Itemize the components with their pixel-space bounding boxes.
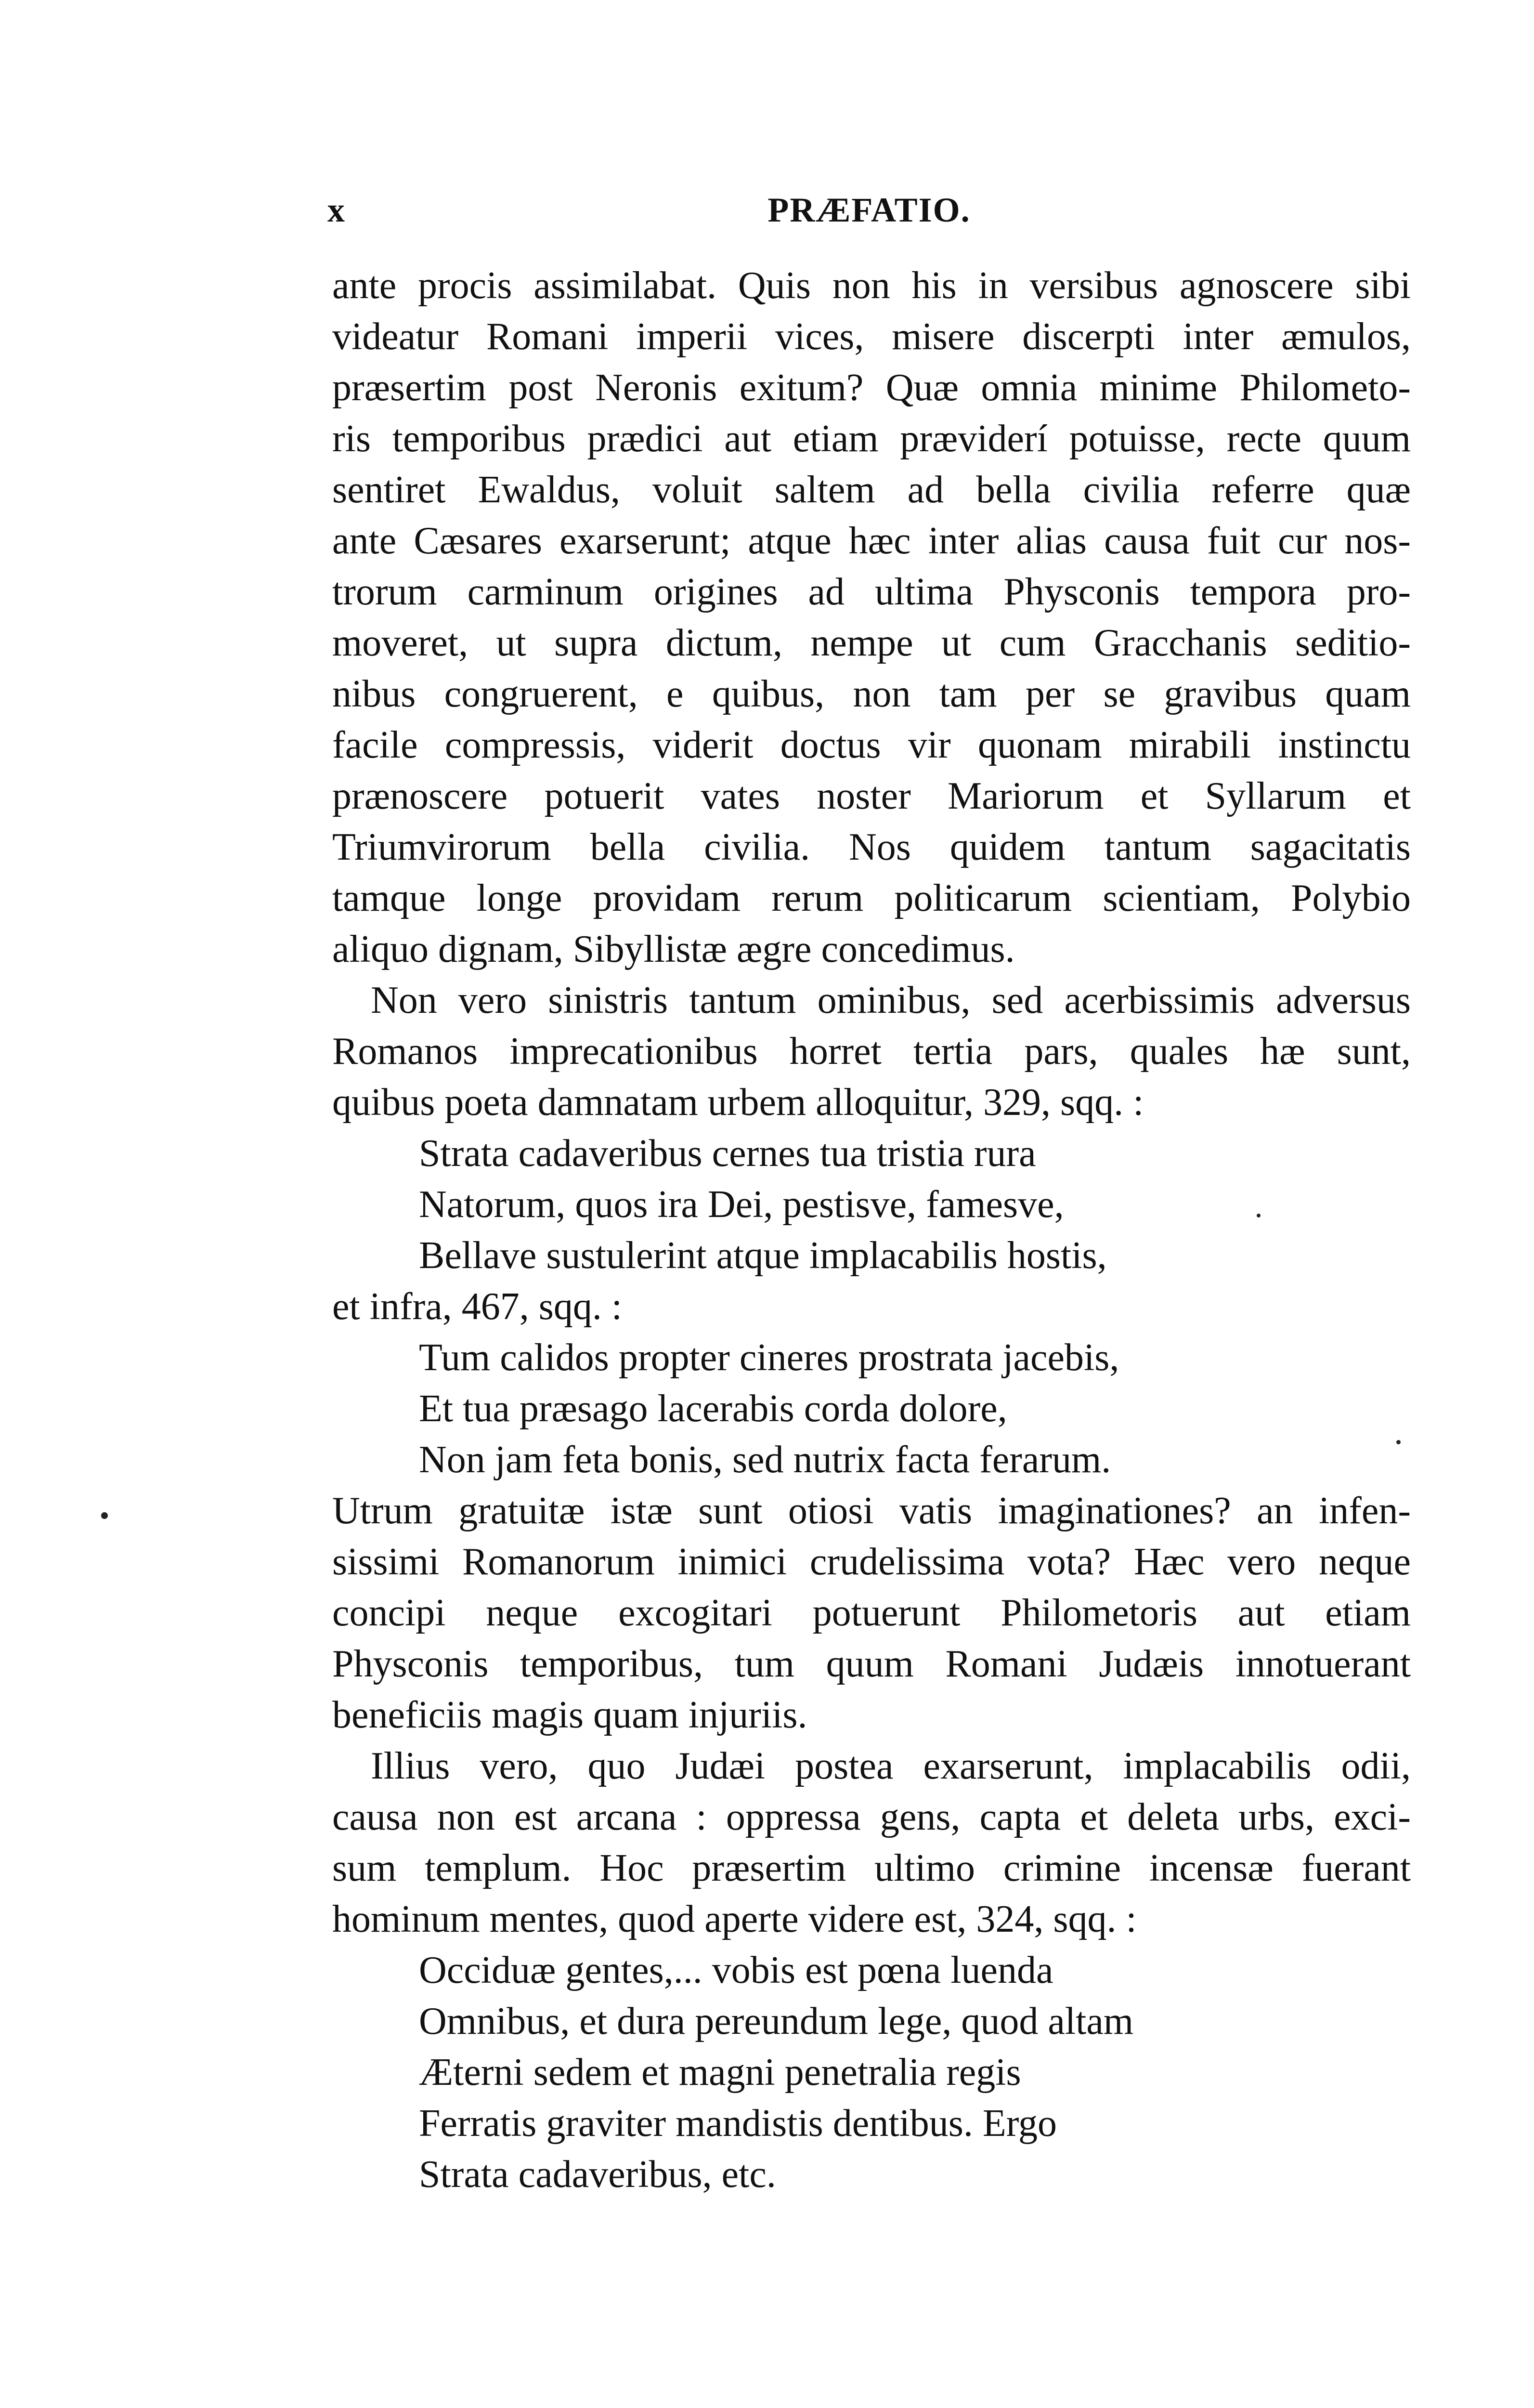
text-line: et infra, 467, sqq. :	[332, 1285, 623, 1328]
verse-line: Et tua præsago lacerabis corda dolore,	[419, 1387, 1007, 1430]
text-line: Illius vero, quo Judæi postea exarserunt, implacabilis odii,	[371, 1745, 1411, 1787]
verse-line: Strata cadaveribus cernes tua tristia rura	[419, 1132, 1036, 1175]
page-number: x	[327, 191, 345, 229]
verse-line: Bellave sustulerint atque implacabilis hostis,	[419, 1234, 1107, 1277]
text-line: beneficiis magis quam injuriis.	[332, 1694, 807, 1736]
text-line: prænoscere potuerit vates noster Mariorum et Syllarum et	[332, 775, 1411, 817]
paragraph-2	[332, 975, 1411, 1128]
text-line: Physconis temporibus, tum quum Romani Judæis innotuerant	[332, 1643, 1411, 1685]
text-line: sentiret Ewaldus, voluit saltem ad bella civilia referre quæ	[332, 469, 1411, 511]
text-line: Romanos imprecationibus horret tertia pars, quales hæ sunt,	[332, 1030, 1411, 1073]
text-line: facile compressis, viderit doctus vir quonam mirabili instinctu	[332, 724, 1411, 766]
verse-line: Natorum, quos ira Dei, pestisve, famesve,	[419, 1183, 1064, 1226]
paragraph-1	[332, 260, 1411, 975]
text-line: Triumvirorum bella civilia. Nos quidem tantum sagacitatis	[332, 826, 1411, 868]
paragraph-4	[332, 1485, 1411, 1741]
text-line: videatur Romani imperii vices, misere discerpti inter æmulos,	[332, 315, 1411, 358]
text-line: hominum mentes, quod aperte videre est, 324, sqq. :	[332, 1898, 1137, 1940]
verse-quotation-1	[332, 1128, 1411, 1281]
text-line: trorum carminum origines ad ultima Physconis tempora pro-	[332, 571, 1411, 613]
text-line: Non vero sinistris tantum ominibus, sed acerbissimis adversus	[371, 979, 1411, 1021]
print-speck	[1396, 1440, 1401, 1444]
text-line: præsertim post Neronis exitum? Quæ omnia minime Philometo-	[332, 366, 1411, 409]
verse-quotation-2	[332, 1332, 1411, 1485]
verse-line: Æterni sedem et magni penetralia regis	[419, 2051, 1021, 2094]
print-speck	[1257, 1214, 1261, 1217]
text-line: concipi neque excogitari potuerunt Philometoris aut etiam	[332, 1592, 1411, 1634]
text-line: ris temporibus prædici aut etiam præviderí potuisse, recte quum	[332, 418, 1411, 460]
verse-line: Strata cadaveribus, etc.	[419, 2153, 776, 2196]
body-text	[332, 260, 1411, 2200]
text-line: sum templum. Hoc præsertim ultimo crimine incensæ fuerant	[332, 1847, 1411, 1889]
page-header	[327, 188, 1411, 246]
running-head: PRÆFATIO.	[767, 191, 971, 229]
verse-line: Omnibus, et dura pereundum lege, quod altam	[419, 2000, 1134, 2042]
verse-line: Tum calidos propter cineres prostrata jacebis,	[419, 1336, 1119, 1379]
verse-line: Occiduæ gentes,... vobis est pœna luenda	[419, 1949, 1053, 1991]
text-line: aliquo dignam, Sibyllistæ ægre concedimus.	[332, 928, 1015, 970]
text-line: tamque longe providam rerum politicarum scientiam, Polybio	[332, 877, 1411, 919]
paragraph-5	[332, 1741, 1411, 1945]
text-line: Utrum gratuitæ istæ sunt otiosi vatis imaginationes? an infen-	[332, 1490, 1411, 1532]
verse-quotation-3	[332, 1945, 1411, 2200]
text-line: quibus poeta damnatam urbem alloquitur, 329, sqq. :	[332, 1081, 1144, 1124]
text-line: ante procis assimilabat. Quis non his in versibus agnoscere sibi	[332, 264, 1411, 307]
verse-line: Ferratis graviter mandistis dentibus. Ergo	[419, 2102, 1057, 2145]
text-line: causa non est arcana : oppressa gens, capta et deleta urbs, exci-	[332, 1796, 1411, 1838]
verse-line: Non jam feta bonis, sed nutrix facta ferarum.	[419, 1439, 1111, 1481]
text-line: ante Cæsares exarserunt; atque hæc inter alias causa fuit cur nos-	[332, 520, 1411, 562]
text-line: nibus congruerent, e quibus, non tam per se gravibus quam	[332, 673, 1411, 715]
paragraph-3	[332, 1281, 1411, 1332]
print-speck	[101, 1512, 108, 1519]
text-line: sissimi Romanorum inimici crudelissima vota? Hæc vero neque	[332, 1541, 1411, 1583]
text-line: moveret, ut supra dictum, nempe ut cum Gracchanis seditio-	[332, 622, 1411, 664]
